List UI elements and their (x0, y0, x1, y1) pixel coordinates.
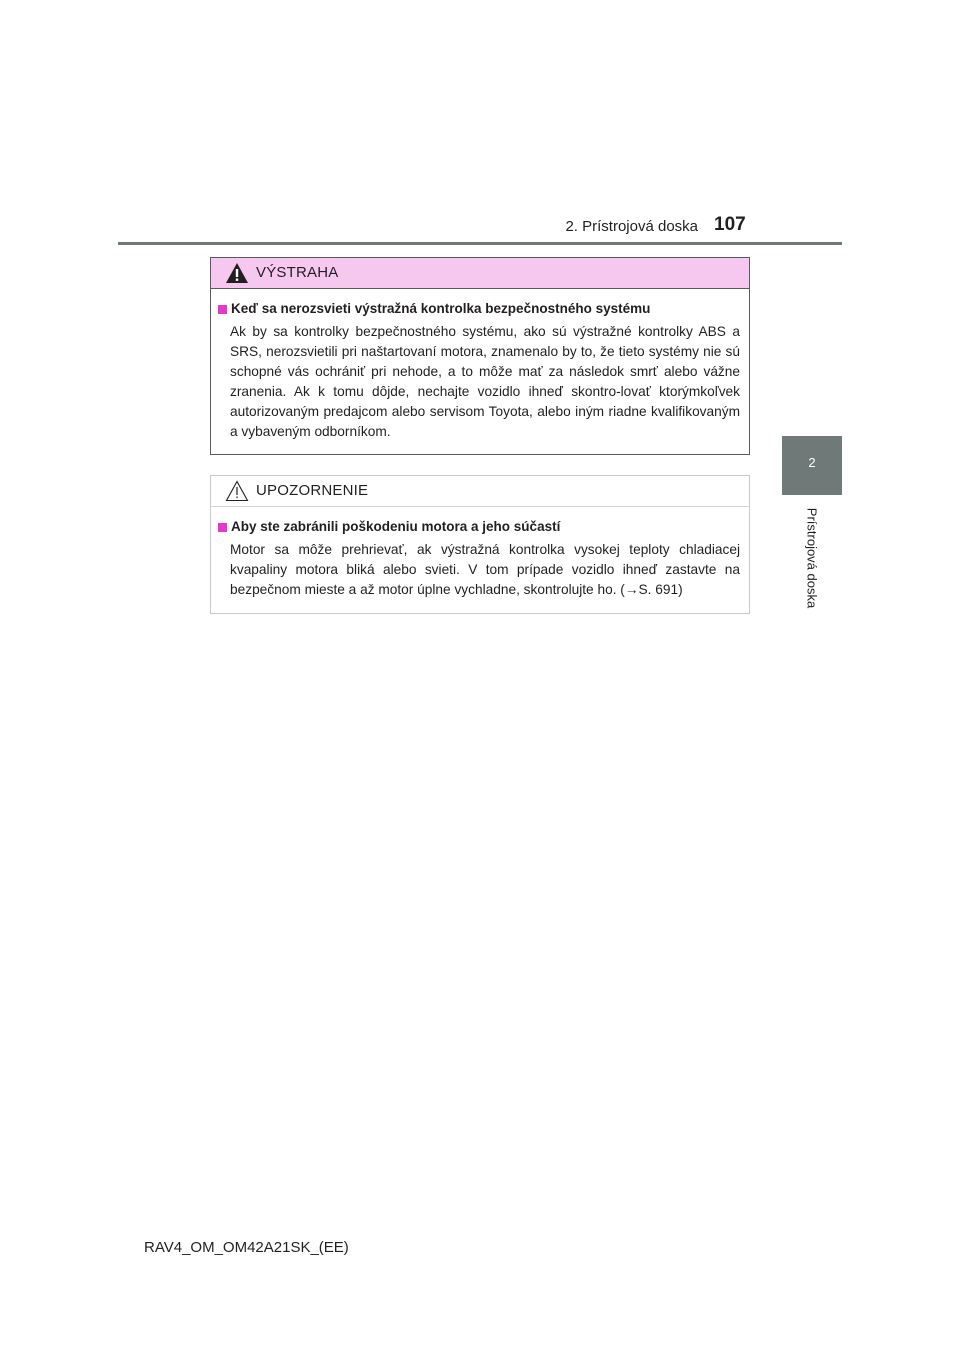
chapter-tab (782, 436, 842, 495)
caution-item-text: Motor sa môže prehrievať, ak výstražná kontrolka vysokej teploty chladiacej kvapaliny motora bliká alebo svieti. V tom prípade vozidlo ihneď zastavte na bezpečnom mieste a až motor úplne vychladne, skontrolujte ho. (→S. 691) (230, 542, 740, 597)
caution-item-title (218, 518, 740, 536)
warning-box (210, 257, 750, 455)
warning-label: VÝSTRAHA (256, 264, 339, 281)
header-rule (118, 242, 842, 245)
warning-item-title-text: Keď sa nerozsvieti výstražná kontrolka bezpečnostného systému (231, 301, 651, 316)
warning-item-title (218, 300, 740, 318)
warning-item-text: Ak by sa kontrolky bezpečnostného systému, ako sú výstražné kontrolky ABS a SRS, nerozsvietili pri naštartovaní motora, znamenalo by to, že tieto systémy nie sú schopné vás ochrániť pri nehode, a to môže mať za následok smrť alebo vážne zranenia. Ak k tomu dôjde, nechajte vozidlo ihneď skontro-lovať ktorýmkoľvek autorizovaným predajcom alebo servisom Toyota, alebo iným riadne kvalifikovaným a vybaveným odborníkom. (230, 324, 740, 439)
caution-box (210, 475, 750, 614)
warning-triangle-icon (225, 262, 249, 284)
page-number: 107 (714, 214, 746, 235)
square-bullet-icon (218, 523, 227, 532)
section-title: 2. Prístrojová doska (565, 218, 698, 235)
caution-item-title-text: Aby ste zabránili poškodeniu motora a jeho súčastí (231, 519, 561, 534)
caution-box-header (211, 476, 749, 507)
document-code: RAV4_OM_OM42A21SK_(EE) (144, 1239, 349, 1256)
caution-box-body (211, 507, 749, 600)
chapter-tab-label: Prístrojová doska (804, 507, 820, 609)
chapter-tab-number: 2 (808, 455, 816, 470)
caution-label: UPOZORNENIE (256, 482, 369, 499)
square-bullet-icon (218, 305, 227, 314)
caution-triangle-icon (225, 480, 249, 502)
warning-box-header (211, 258, 749, 289)
warning-box-body (211, 289, 749, 442)
